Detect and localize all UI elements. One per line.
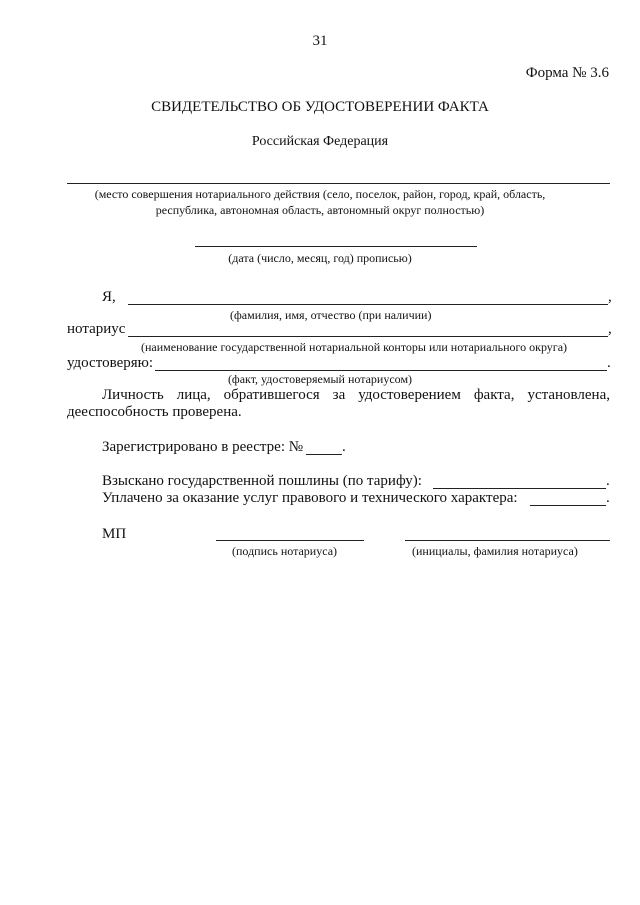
fact-caption: (факт, удостоверяемый нотариусом) [227,372,413,386]
date-caption: (дата (число, месяц, год) прописью) [228,251,412,265]
fee-label: Взыскано государственной пошлины (по тарифу): [102,473,422,489]
services-period: . [606,490,610,506]
initials-caption: (инициалы, фамилия нотариуса) [412,544,578,558]
document-title: СВИДЕТЕЛЬСТВО ОБ УДОСТОВЕРЕНИИ ФАКТА [151,99,489,115]
notary-label: нотариус [67,321,126,337]
fact-line [155,370,607,371]
fee-line [433,488,606,489]
place-caption-line1: (место совершения нотариального действия (село, поселок, район, город, край, область, [94,187,546,201]
name-caption: (фамилия, имя, отчество (при наличии) [230,308,432,322]
place-caption-line2: республика, автономная область, автономный округ полностью) [155,203,485,217]
services-label: Уплачено за оказание услуг правового и технического характера: [102,490,518,506]
place-line [67,183,610,184]
registry-period: . [342,439,346,455]
stamp-label: МП [102,526,127,542]
fee-period: . [606,473,610,489]
page-number: 31 [312,33,328,49]
office-caption: (наименование государственной нотариальной конторы или нотариального округа) [141,340,568,354]
office-line [128,336,608,337]
initials-line [405,540,610,541]
date-line [195,246,477,247]
country-name: Российская Федерация [251,134,389,149]
signature-line [216,540,364,541]
registry-number-line [306,454,342,455]
office-comma: , [608,321,612,337]
registered-label: Зарегистрировано в реестре: № [102,439,304,455]
name-line [128,304,608,305]
name-comma: , [608,289,612,305]
signature-caption: (подпись нотариуса) [232,544,338,558]
services-line [530,505,606,506]
i-label: Я, [102,289,116,305]
form-number: Форма № 3.6 [525,65,609,81]
identity-text-line1: Личность лица, обратившегося за удостоверением факта, установлена, [102,387,610,403]
identity-text-line2: дееспособность проверена. [67,404,242,420]
fact-period: . [607,355,611,371]
certify-label: удостоверяю: [67,355,154,371]
